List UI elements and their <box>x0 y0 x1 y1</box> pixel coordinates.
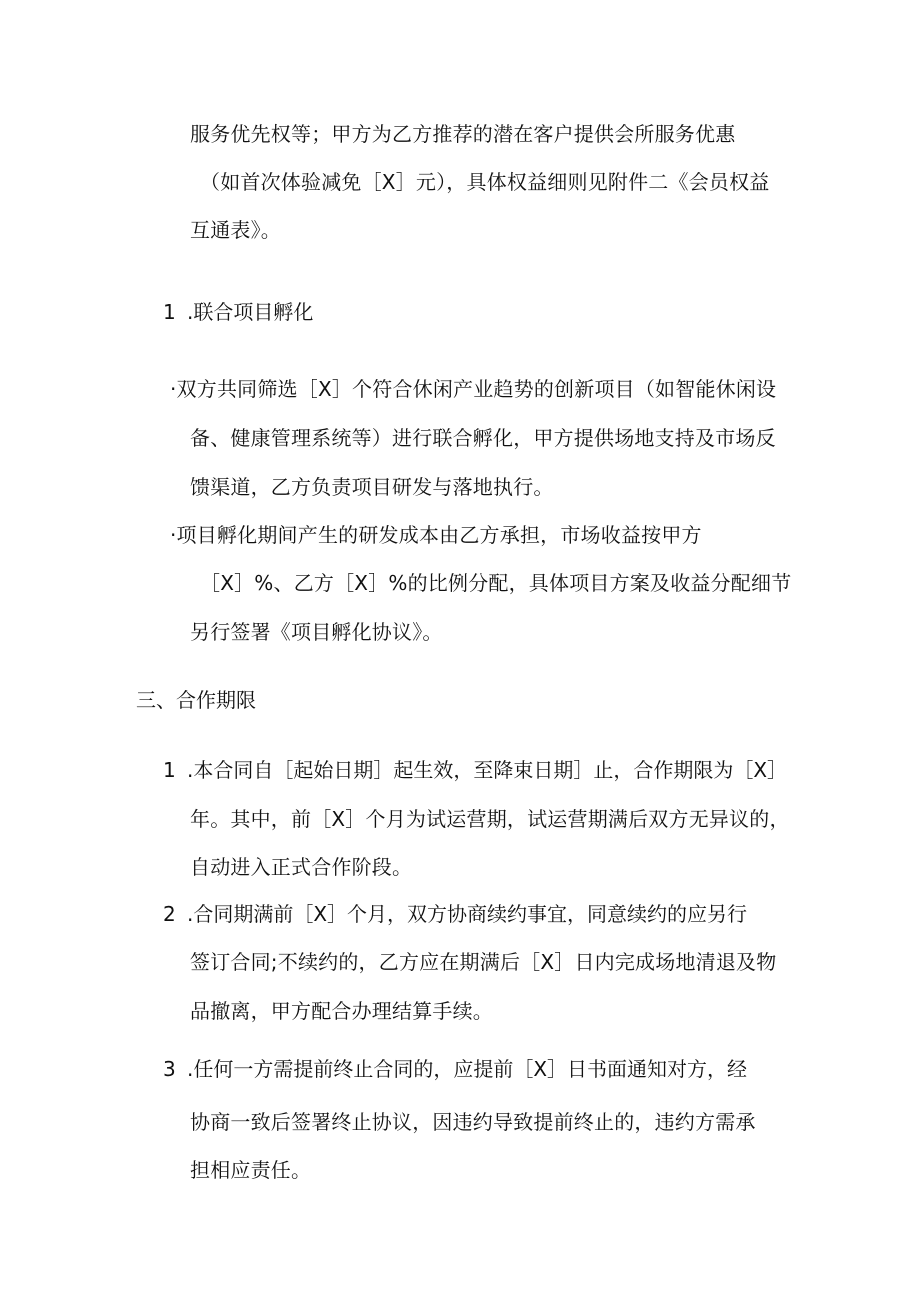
paragraph-line: （如首次体验减免［X］元），具体权益细则见附件二《会员权益 <box>200 170 770 194</box>
item-line: 自动进入正式合作阶段。 <box>190 855 413 879</box>
item-line: 担相应责任。 <box>190 1158 312 1182</box>
item-title: .联合项目孵化 <box>187 300 314 324</box>
paragraph-line: 互通表》。 <box>190 218 281 242</box>
bullet-line: ·双方共同筛选［X］个符合休闲产业趋势的创新项目（如智能休闲设 <box>170 377 777 401</box>
item-line: 品撤离，甲方配合办理结算手续。 <box>190 999 493 1023</box>
item-number: 3 <box>163 1057 176 1081</box>
section-heading: 三、合作期限 <box>136 688 256 712</box>
bullet-line: ·项目孵化期间产生的研发成本由乙方承担，市场收益按甲方 <box>170 523 702 547</box>
item-line: .任何一方需提前终止合同的，应提前［X］日书面通知对方，经 <box>187 1057 748 1081</box>
item-line: 协商一致后签署终止协议，因违约导致提前终止的，违约方需承 <box>190 1110 756 1134</box>
bullet-line: ［X］%、乙方［X］%的比例分配，具体项目方案及收益分配细节 <box>200 571 792 595</box>
item-line: .合同期满前［X］个月，双方协商续约事宜，同意续约的应另行 <box>187 902 748 926</box>
numbered-item <box>163 1055 747 1083</box>
item-line: 年。其中，前［X］个月为试运营期，试运营期满后双方无异议的， <box>190 807 790 831</box>
item-line: .本合同自［起始日期］起生效，至降束日期］止，合作期限为［X］ <box>187 758 788 782</box>
item-line: 签订合同;不续约的，乙方应在期满后［X］日内完成场地清退及物 <box>190 950 777 974</box>
numbered-item <box>163 756 787 784</box>
bullet-line: 备、健康管理系统等）进行联合孵化，甲方提供场地支持及市场反 <box>190 426 776 450</box>
item-number: 1 <box>163 300 176 324</box>
bullet-line: 另行签署《项目孵化协议》。 <box>190 620 443 644</box>
item-heading-incubation <box>163 298 313 326</box>
item-number: 2 <box>163 902 176 926</box>
item-number: 1 <box>163 758 176 782</box>
bullet-line: 馈渠道，乙方负责项目研发与落地执行。 <box>190 475 554 499</box>
numbered-item <box>163 900 747 928</box>
paragraph-line: 服务优先权等；甲方为乙方推荐的潜在客户提供会所服务优惠 <box>190 122 736 146</box>
